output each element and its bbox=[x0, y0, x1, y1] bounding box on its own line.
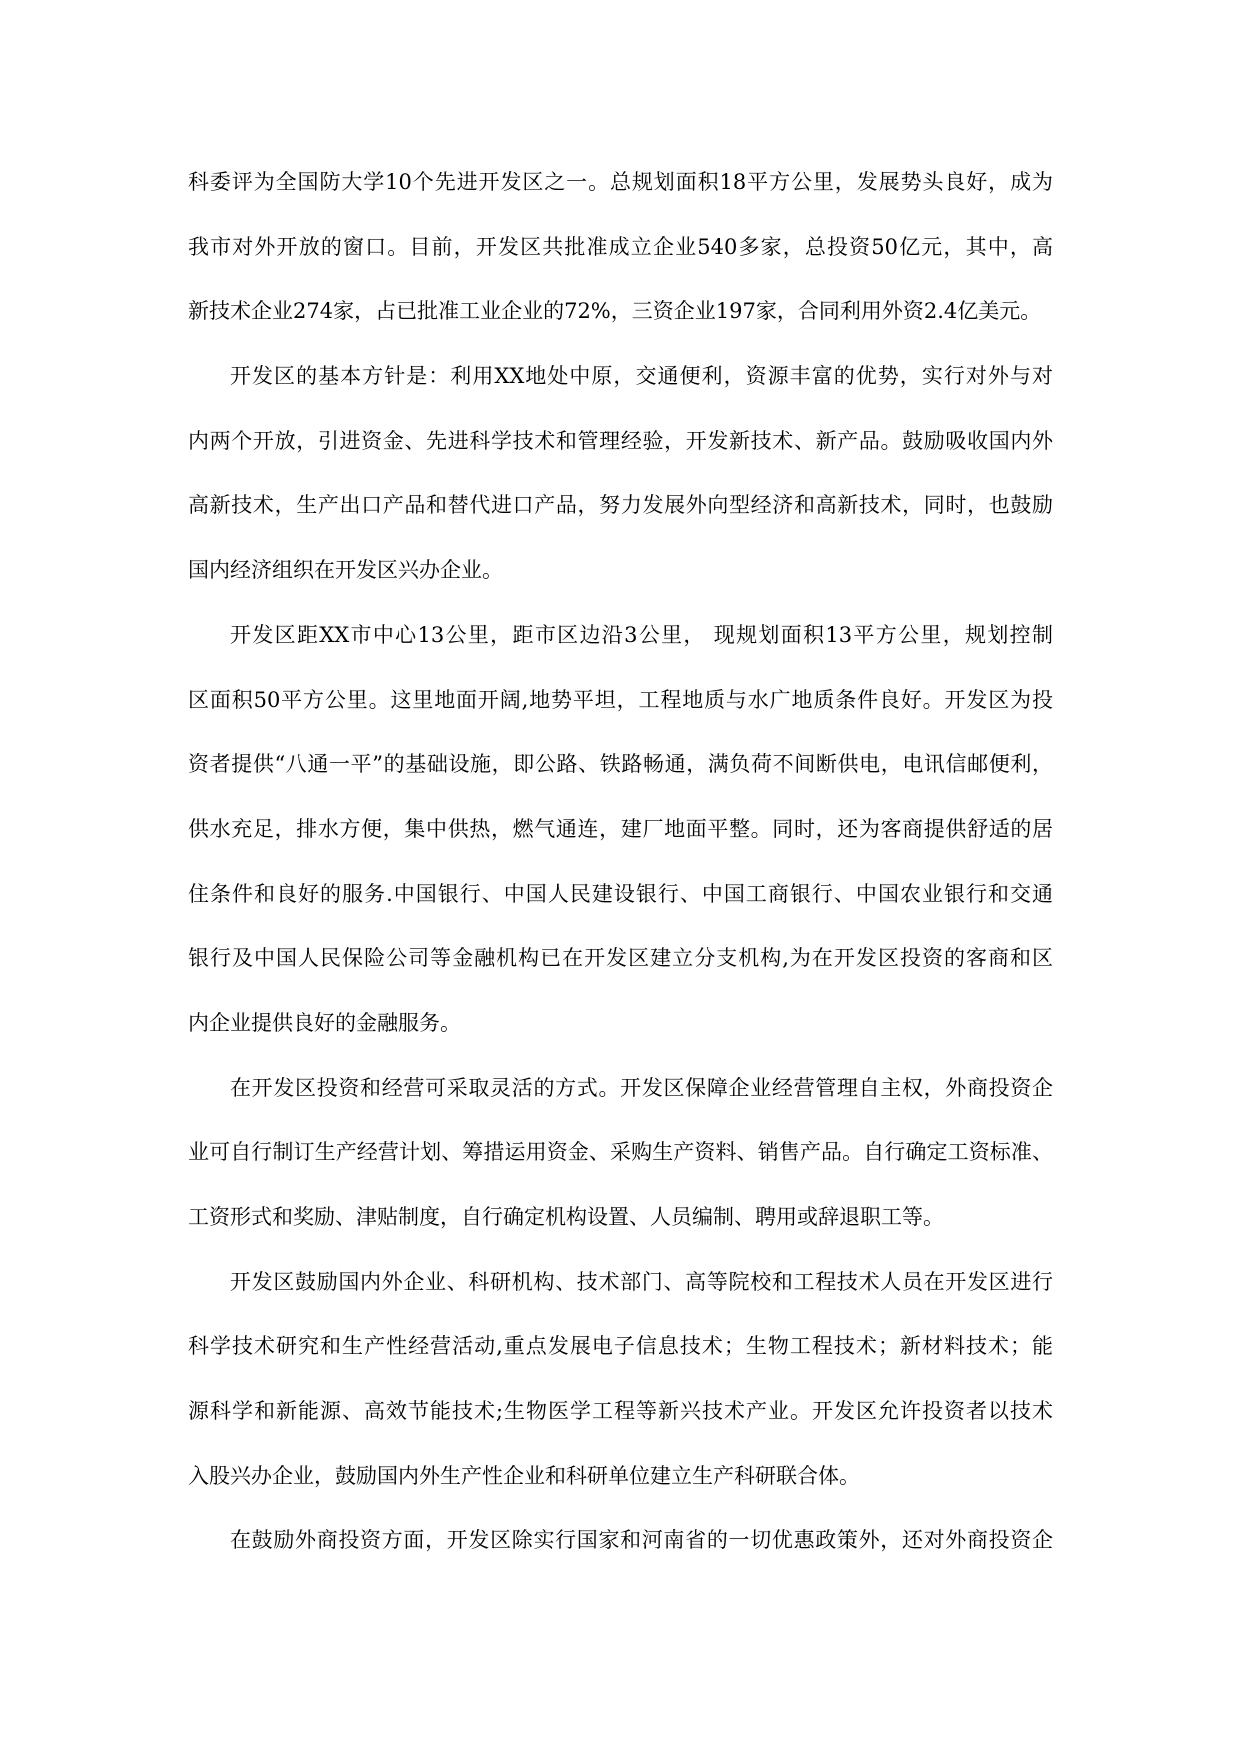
paragraph bbox=[188, 1056, 1053, 1250]
paragraph bbox=[188, 150, 1053, 344]
paragraph bbox=[188, 1508, 1053, 1573]
text-line: 工资形式和奖励、津贴制度，自行确定机构设置、人员编制、聘用或辞退职工等。 bbox=[188, 1205, 944, 1229]
text-line: 我市对外开放的窗口。目前，开发区共批准成立企业540多家，总投资50亿元，其中，高 bbox=[188, 234, 1053, 259]
paragraph bbox=[188, 1250, 1053, 1509]
text-line: 在开发区投资和经营可采取灵活的方式。开发区保障企业经营管理自主权，外商投资企 bbox=[230, 1075, 1053, 1100]
text-line: 在鼓励外商投资方面，开发区除实行国家和河南省的一切优惠政策外，还对外商投资企 bbox=[230, 1528, 1053, 1553]
text-line: 供水充足，排水方便，集中供热，燃气通连，建厂地面平整。同时，还为客商提供舒适的居 bbox=[188, 816, 1053, 841]
text-line: 资者提供“八通一平”的基础设施，即公路、铁路畅通，满负荷不间断供电，电讯信邮便利， bbox=[188, 752, 1053, 777]
text-line: 入股兴办企业，鼓励国内外生产性企业和科研单位建立生产科研联合体。 bbox=[188, 1463, 860, 1488]
text-line: 源科学和新能源、高效节能技术;生物医学工程等新兴技术产业。开发区允许投资者以技术 bbox=[188, 1399, 1053, 1424]
text-line: 科委评为全国防大学10个先进开发区之一。总规划面积18平方公里，发展势头良好，成为 bbox=[188, 170, 1053, 194]
text-line: 内两个开放，引进资金、先进科学技术和管理经验，开发新技术、新产品。鼓励吸收国内外 bbox=[188, 428, 1053, 453]
text-line: 开发区鼓励国内外企业、科研机构、技术部门、高等院校和工程技术人员在开发区进行 bbox=[230, 1269, 1053, 1294]
text-line: 新技术企业274家，占已批准工业企业的72%，三资企业197家，合同利用外资2.4亿美元。 bbox=[188, 299, 1042, 324]
text-line: 开发区距XX市中心13公里，距市区边沿3公里， 现规划面积13平方公里，规划控制 bbox=[230, 622, 1053, 647]
text-line: 区面积50平方公里。这里地面开阔,地势平坦，工程地质与水广地质条件良好。开发区为投 bbox=[188, 687, 1053, 712]
text-line: 国内经济组织在开发区兴办企业。 bbox=[188, 558, 503, 583]
text-line: 科学技术研究和生产性经营活动,重点发展电子信息技术；生物工程技术；新材料技术；能 bbox=[188, 1334, 1053, 1359]
text-line: 银行及中国人民保险公司等金融机构已在开发区建立分支机构,为在开发区投资的客商和区 bbox=[188, 946, 1053, 971]
text-line: 内企业提供良好的金融服务。 bbox=[188, 1010, 461, 1035]
paragraph bbox=[188, 603, 1053, 1056]
text-line: 业可自行制订生产经营计划、筹措运用资金、采购生产资料、销售产品。自行确定工资标准、 bbox=[188, 1140, 1053, 1165]
document-body bbox=[188, 150, 1053, 1573]
text-line: 高新技术，生产出口产品和替代进口产品，努力发展外向型经济和高新技术，同时，也鼓励 bbox=[188, 493, 1053, 518]
text-line: 开发区的基本方针是：利用XX地处中原，交通便利，资源丰富的优势，实行对外与对 bbox=[230, 364, 1053, 389]
paragraph bbox=[188, 344, 1053, 603]
text-line: 住条件和良好的服务.中国银行、中国人民建设银行、中国工商银行、中国农业银行和交通 bbox=[188, 881, 1053, 906]
